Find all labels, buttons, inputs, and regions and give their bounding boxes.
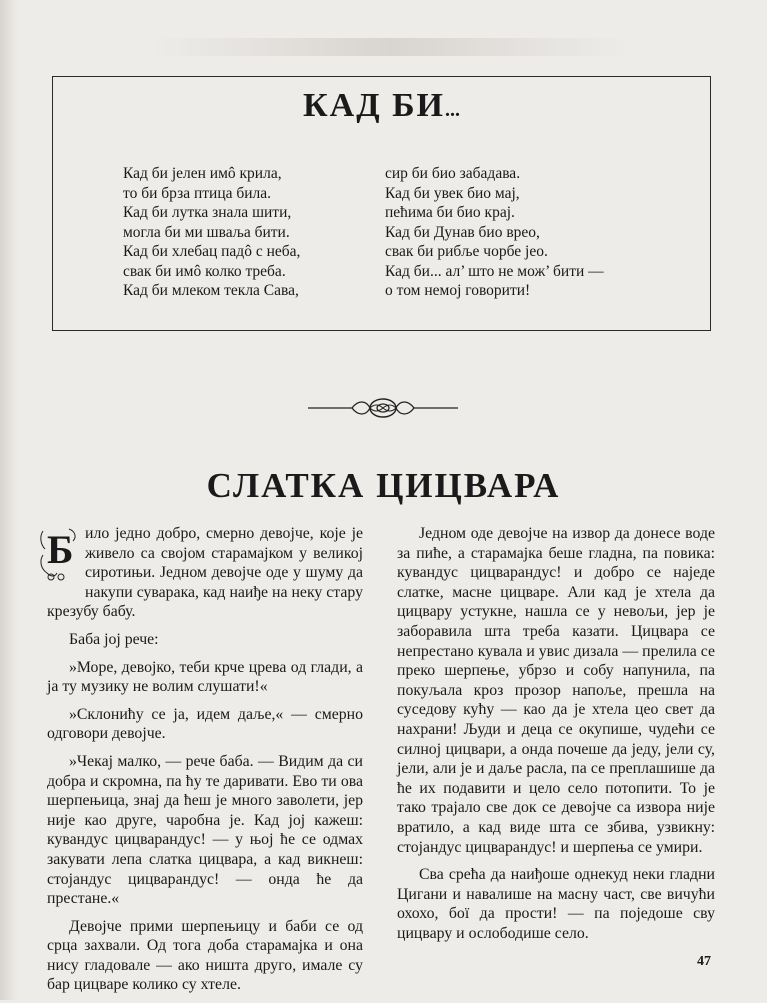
poem-line: сир би био забадава. <box>385 165 521 182</box>
poem-line: Кад би јелен имô крила, <box>123 165 282 182</box>
page-number: 47 <box>697 954 711 969</box>
poem-line: Кад би увек био мај, <box>385 184 520 202</box>
poem-title-text: КАД БИ <box>302 87 446 124</box>
poem-line: Кад би хлебац падô с неба, <box>123 243 301 260</box>
poem-line: Кад би млеком текла Сава, <box>123 282 299 299</box>
divider-ornament-icon <box>308 396 458 420</box>
story-left-column <box>47 524 363 1003</box>
poem-line: Кад би Дунав био врео, <box>385 223 540 241</box>
dropcap <box>39 525 79 585</box>
story-paragraph <box>47 524 363 622</box>
poem-line: о том немој говорити! <box>385 282 531 299</box>
poem-left-column <box>123 164 300 301</box>
poem-title-dots: ... <box>445 99 461 121</box>
story-title: СЛАТКА ЦИЦВАРА <box>206 466 561 505</box>
poem-right-column <box>385 164 604 301</box>
story-paragraph: Баба јој рече: <box>69 630 159 648</box>
poem-line: то би брза птица била. <box>123 184 272 202</box>
story-paragraph: Девојче прими шерпењицу и баби се од срца захвали. Од тога доба старамајка и она нису гладовале — ако ништа друго, имале су бар цицваре колико су хтеле. <box>47 917 363 994</box>
story-right-column <box>397 524 715 951</box>
story-paragraph: Сва срећа да наиђоше однекуд неки гладни Цигани и навалише на масну част, све вичући охохо, бої да прости! — па поједоше сву цицвару и ослободише село. <box>397 866 715 942</box>
poem-frame <box>52 76 711 331</box>
paragraph-text: ило једно добро, смерно девојче, које је живело са својом старамајком у великој сиротињи. Једном девојче оде у шуму да накупи суварака, кад наиђе на неку стару крезубу бабу. <box>47 525 363 621</box>
dropcap-letter: Б <box>47 527 74 572</box>
story-paragraph: »Море, девојко, теби крче црева од глади, а ја ту музику не волим слушати!« <box>47 658 363 696</box>
story-paragraph: »Склонићу се ја, идем даље,« — смерно одговори девојче. <box>47 705 363 743</box>
poem-line: могла би ми шваља бити. <box>123 223 290 241</box>
story-paragraph: »Чекај малко, — рече баба. — Видим да си добра и скромна, па ћу те даривати. Ево ти ова шерпењица, знај да ћеш је много заволети, јер није као друге, чаробна је. Кад јој кажеш: кувандус цицварандус! — у њој ће се одмах закувати лепа слатка цицвара, а кад викнеш: стојандус цицварандус! — онда ће да престане.« <box>47 752 363 908</box>
poem-line: свак би рибље чорбе јео. <box>385 243 548 260</box>
bleed-through-text <box>150 38 630 56</box>
poem-line: пећима би био крај. <box>385 204 515 221</box>
poem-title <box>53 87 710 125</box>
poem-line: Кад би... ал’ што не мож’ бити — <box>385 262 604 280</box>
poem-line: Кад би лутка знала шити, <box>123 204 292 221</box>
story-paragraph: Једном оде девојче на извор да донесе воде за пиће, а старамајка беше гладна, па повика: кувандус цицварандус! и добро се наједе слатке, масне цицваре. Али кад је хтела да цицвару устукне, нашла се у невољи, јер је заборавила шта треба казати. Цицвара се непрестано кувала и увис дизала — прелила се преко шерпење, убрзо и собу напунила, па покуљала кроз прозор напоље, прешла на суседову кућу — као да је хтела цео свет да нахрани! Људи и деца се окупише, чудећи се силној цицвари, а онда почеше да једу, јели су, јели, али је и даље расла, па се преплашише да ће их подавити и цело село потопити. То је тако трајало све док се девојче са извора није вратило, а кад виде шта се збива, узвикну: стојандус цицварандус! и шерпења се умири. <box>397 525 715 856</box>
poem-line: свак би имô колко треба. <box>123 262 286 280</box>
